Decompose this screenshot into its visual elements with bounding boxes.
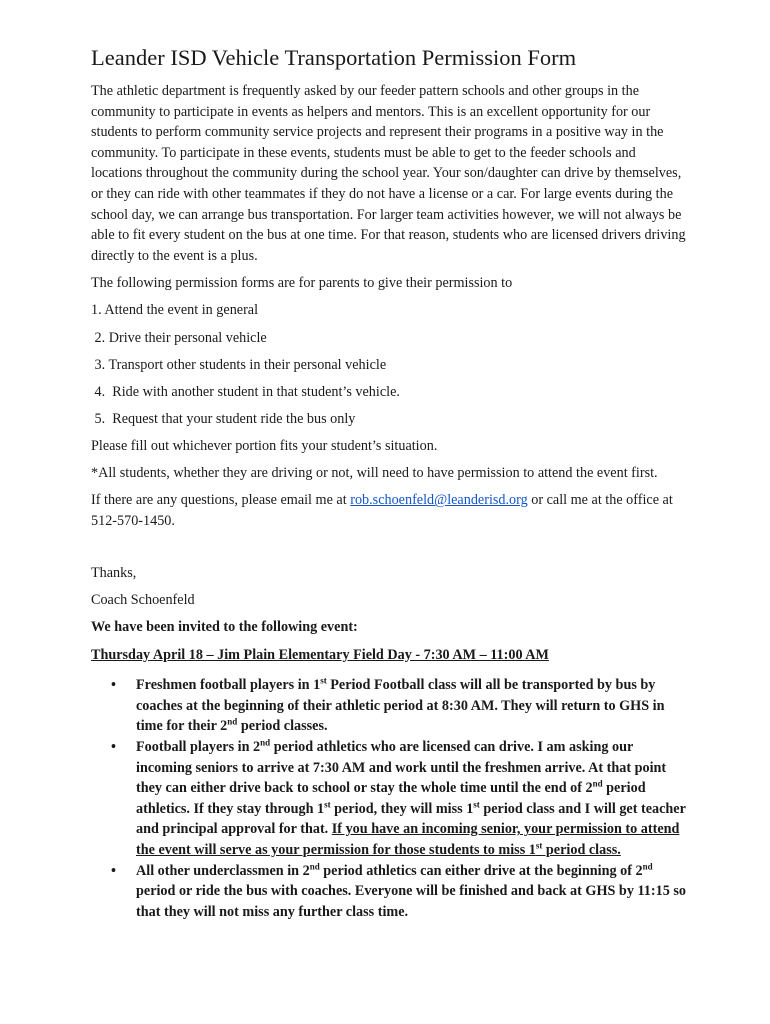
questions-paragraph bbox=[91, 490, 690, 531]
bullet-glyph: • bbox=[111, 738, 116, 755]
list-item bbox=[91, 737, 690, 861]
bullet-text: All other underclassmen in 2 bbox=[136, 862, 310, 879]
bullet-text: period classes. bbox=[237, 718, 328, 735]
intro-paragraph: The athletic department is frequently asked by our feeder pattern schools and other groups in the community to participate in events as helpers and mentors. This is an excellent opportunity for our students to perform community service projects and represent their programs in a positive way in the community. To participate in these events, students must be able to get to the feeder schools and locations throughout the community during the school year. Your son/daughter can drive by themselves, or they can ride with other teammates if they do not have a license or a car. For large events during the school day, we can arrange bus transportation. For larger team activities however, we will not always be able to fit every student on the bus at one time. For that reason, students who are licensed drivers driving directly to the event is a plus. bbox=[91, 83, 686, 264]
bullet-text: Freshmen football players in 1 bbox=[136, 677, 321, 694]
ordinal-suffix: nd bbox=[260, 737, 271, 748]
event-bullet-list bbox=[91, 675, 690, 922]
signature: Coach Schoenfeld bbox=[91, 592, 195, 609]
bullet-text: Period Football class will all be transported by bus by coaches at the beginning of their athletic period at 8:30 AM. They will return to GHS in time for their 2 bbox=[136, 677, 665, 735]
invited-heading: We have been invited to the following event: bbox=[91, 619, 358, 636]
ordinal-suffix: nd bbox=[642, 860, 653, 871]
ordinal-suffix: st bbox=[324, 798, 331, 809]
ordinal-suffix: st bbox=[535, 840, 543, 851]
bullet-text: period class and I will get teacher and principal approval for that. bbox=[136, 800, 686, 838]
permission-item-1: 1. Attend the event in general bbox=[91, 302, 259, 319]
permission-item-5: 5. Request that your student ride the bus only bbox=[91, 410, 356, 427]
ordinal-suffix: nd bbox=[227, 716, 238, 727]
permission-item-4: 4. Ride with another student in that student’s vehicle. bbox=[91, 383, 400, 400]
permission-intro: The following permission forms are for parents to give their permission to bbox=[91, 275, 513, 292]
event-title: Thursday April 18 – Jim Plain Elementary Field Day - 7:30 AM – 11:00 AM bbox=[91, 646, 549, 663]
permission-item-2: 2. Drive their personal vehicle bbox=[91, 329, 267, 346]
bullet-text: period athletics. If they stay through 1 bbox=[136, 780, 646, 817]
thanks-text: Thanks, bbox=[91, 565, 137, 582]
list-item bbox=[91, 675, 690, 737]
bullet-glyph: • bbox=[111, 862, 116, 879]
email-link[interactable]: rob.schoenfeld@leanderisd.org bbox=[350, 492, 528, 509]
bullet-text: period athletics can either drive at the beginning of 2 bbox=[319, 862, 643, 879]
all-students-note: *All students, whether they are driving or not, will need to have permission to attend the event first. bbox=[91, 465, 658, 481]
spacer bbox=[91, 531, 690, 563]
ordinal-suffix: nd bbox=[592, 778, 603, 789]
bullet-glyph: • bbox=[111, 677, 116, 694]
document-title: Leander ISD Vehicle Transportation Permission Form bbox=[91, 45, 577, 70]
ordinal-suffix: st bbox=[473, 798, 480, 809]
bullet-text: period or ride the bus with coaches. Everyone will be finished and back at GHS by 11:15 so that they will not miss any further class time. bbox=[136, 883, 686, 920]
ordinal-suffix: nd bbox=[309, 860, 320, 871]
bullet-text: If you have an incoming senior, your permission to attend the event will serve as your permission for those students to miss 1 bbox=[136, 821, 680, 858]
ordinal-suffix: st bbox=[320, 675, 327, 686]
list-item bbox=[91, 861, 690, 923]
bullet-text: period athletics who are licensed can drive. I am asking our incoming seniors to arrive at 7:30 AM and work until the freshmen arrive. At that point they can either drive back to school or stay the whole time until the end of 2 bbox=[136, 738, 667, 797]
bullet-text: period, they will miss 1 bbox=[330, 800, 474, 817]
questions-text-before: If there are any questions, please email me at bbox=[91, 492, 351, 509]
permission-item-3: 3. Transport other students in their personal vehicle bbox=[91, 356, 387, 373]
bullet-text: period class. bbox=[542, 841, 621, 858]
questions-text-after: or call me at the office at 512-570-1450. bbox=[91, 492, 673, 529]
fill-out-instruction: Please fill out whichever portion fits your student’s situation. bbox=[91, 437, 438, 454]
bullet-text: Football players in 2 bbox=[136, 738, 261, 755]
